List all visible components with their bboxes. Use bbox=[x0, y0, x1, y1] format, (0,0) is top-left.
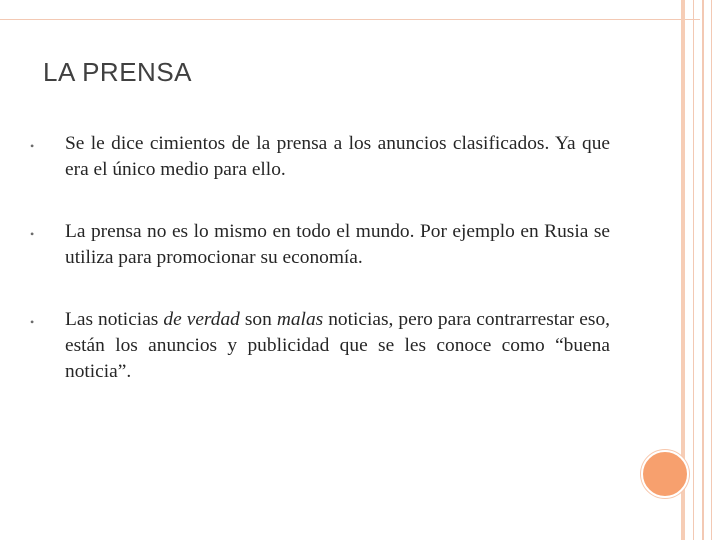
bullet-icon: • bbox=[30, 227, 35, 241]
bullet-icon: • bbox=[30, 315, 35, 329]
right-decorative-line bbox=[711, 0, 712, 540]
bullet-text-italic: malas bbox=[276, 309, 324, 330]
slide-title: LA PRENSA bbox=[43, 57, 193, 87]
bullet-text: La prensa no es lo mismo en todo el mundo. Por ejemplo en Rusia se utiliza para promocionar su economía. bbox=[65, 221, 610, 268]
decorative-circle bbox=[641, 450, 689, 498]
bullet-text: Se le dice cimientos de la prensa a los anuncios clasificados. Ya que era el único medio para ello. bbox=[65, 133, 610, 180]
bullet-text-italic: de verdad bbox=[163, 309, 240, 330]
list-item bbox=[30, 219, 610, 271]
list-item bbox=[30, 131, 610, 183]
right-decorative-line bbox=[693, 0, 694, 540]
bullet-text-part: son bbox=[239, 309, 277, 330]
list-item bbox=[30, 307, 610, 385]
bullet-icon: • bbox=[30, 139, 35, 153]
right-decorative-line bbox=[702, 0, 704, 540]
bullet-list bbox=[30, 131, 610, 421]
bullet-text-part: Las noticias bbox=[65, 309, 164, 330]
top-border bbox=[0, 0, 700, 20]
bullet-text-part: noticias, pero para contrarrestar eso, están los anuncios y publicidad que se les conoce como “buena noticia”. bbox=[65, 309, 610, 382]
